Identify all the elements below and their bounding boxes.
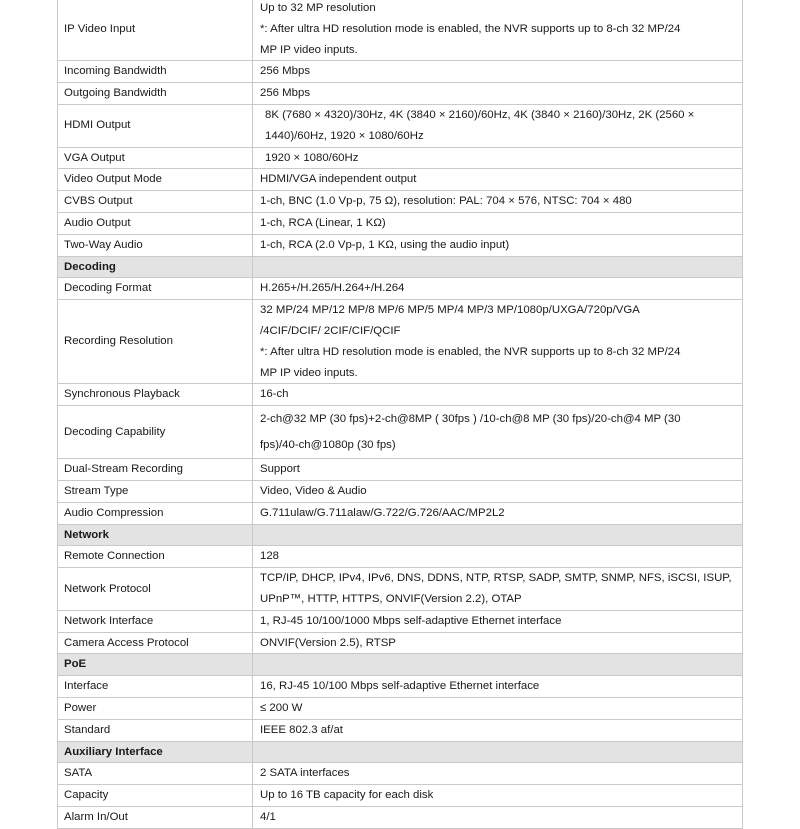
spec-label: IP Video Input — [58, 0, 253, 61]
spec-label: Audio Compression — [58, 502, 253, 524]
spec-value — [253, 0, 743, 61]
spec-label: Dual-Stream Recording — [58, 459, 253, 481]
spec-row — [58, 785, 743, 807]
spec-value — [253, 610, 743, 632]
spec-value — [253, 169, 743, 191]
spec-label: Capacity — [58, 785, 253, 807]
spec-row — [58, 169, 743, 191]
spec-label: Decoding Format — [58, 278, 253, 300]
spec-value-line: IEEE 802.3 af/at — [260, 723, 343, 736]
spec-row — [58, 104, 743, 147]
section-header-row — [58, 256, 743, 278]
spec-row — [58, 610, 743, 632]
section-header-row — [58, 524, 743, 546]
spec-value — [253, 763, 743, 785]
spec-label: Synchronous Playback — [58, 384, 253, 406]
spec-value — [253, 480, 743, 502]
spec-row — [58, 61, 743, 83]
spec-value-line: *: After ultra HD resolution mode is enabled, the NVR supports up to 8-ch 32 MP/24 — [260, 22, 681, 35]
spec-row — [58, 697, 743, 719]
spec-value-line: G.711ulaw/G.711alaw/G.722/G.726/AAC/MP2L2 — [260, 506, 505, 519]
spec-value — [253, 406, 743, 459]
spec-value — [253, 234, 743, 256]
spec-value — [253, 806, 743, 828]
spec-value — [253, 459, 743, 481]
spec-value-line: 1, RJ-45 10/100/1000 Mbps self-adaptive Ethernet interface — [260, 614, 562, 627]
spec-row — [58, 806, 743, 828]
spec-value-line: Support — [260, 463, 300, 476]
spec-value-line: fps)/40-ch@1080p (30 fps) — [260, 439, 396, 452]
spec-row — [58, 147, 743, 169]
spec-value-line: 16-ch — [260, 388, 289, 401]
spec-value — [253, 278, 743, 300]
spec-value-line: MP IP video inputs. — [260, 366, 358, 379]
spec-value-line: 8K (7680 × 4320)/30Hz, 4K (3840 × 2160)/60Hz, 4K (3840 × 2160)/30Hz, 2K (2560 × — [265, 108, 695, 121]
spec-value — [253, 147, 743, 169]
spec-label: Audio Output — [58, 212, 253, 234]
spec-label: Stream Type — [58, 480, 253, 502]
spec-value — [253, 568, 743, 611]
spec-label: Network Protocol — [58, 568, 253, 611]
spec-value-line: 128 — [260, 550, 280, 563]
section-header-row — [58, 741, 743, 763]
spec-value-line: HDMI/VGA independent output — [260, 173, 417, 186]
section-title: PoE — [58, 654, 253, 676]
spec-row — [58, 546, 743, 568]
spec-label: Outgoing Bandwidth — [58, 83, 253, 105]
spec-label: Video Output Mode — [58, 169, 253, 191]
spec-value-line: ≤ 200 W — [260, 701, 303, 714]
spec-row — [58, 719, 743, 741]
spec-label: Interface — [58, 676, 253, 698]
spec-value-line: 32 MP/24 MP/12 MP/8 MP/6 MP/5 MP/4 MP/3 MP/1080p/UXGA/720p/VGA — [260, 304, 640, 317]
spec-value — [253, 83, 743, 105]
spec-value-line: 256 Mbps — [260, 65, 311, 78]
spec-row — [58, 300, 743, 384]
spec-label: Camera Access Protocol — [58, 632, 253, 654]
spec-row — [58, 406, 743, 459]
spec-row — [58, 83, 743, 105]
spec-value-line: 16, RJ-45 10/100 Mbps self-adaptive Ethernet interface — [260, 680, 540, 693]
spec-label: Network Interface — [58, 610, 253, 632]
spec-label: SATA — [58, 763, 253, 785]
spec-value — [253, 697, 743, 719]
spec-table — [57, 0, 743, 829]
spec-value-line: Up to 16 TB capacity for each disk — [260, 789, 434, 802]
section-header-row — [58, 654, 743, 676]
section-filler — [253, 654, 743, 676]
spec-row — [58, 0, 743, 61]
spec-row — [58, 763, 743, 785]
spec-value-line: /4CIF/DCIF/ 2CIF/CIF/QCIF — [260, 324, 401, 337]
spec-row — [58, 502, 743, 524]
spec-table-body — [58, 0, 743, 828]
spec-value-line: 1-ch, RCA (2.0 Vp-p, 1 KΩ, using the audio input) — [260, 238, 510, 251]
spec-row — [58, 459, 743, 481]
spec-row — [58, 632, 743, 654]
spec-label: Two-Way Audio — [58, 234, 253, 256]
spec-label: Recording Resolution — [58, 300, 253, 384]
spec-value — [253, 300, 743, 384]
spec-value-line: 1440)/60Hz, 1920 × 1080/60Hz — [265, 129, 424, 142]
section-title: Auxiliary Interface — [58, 741, 253, 763]
spec-value-line: 2-ch@32 MP (30 fps)+2-ch@8MP ( 30fps ) /10-ch@8 MP (30 fps)/20-ch@4 MP (30 — [260, 413, 681, 426]
spec-value — [253, 191, 743, 213]
spec-row — [58, 212, 743, 234]
section-filler — [253, 256, 743, 278]
spec-label: CVBS Output — [58, 191, 253, 213]
spec-label: Alarm In/Out — [58, 806, 253, 828]
spec-value-line: 1920 × 1080/60Hz — [265, 151, 359, 164]
spec-value — [253, 212, 743, 234]
spec-row — [58, 234, 743, 256]
spec-row — [58, 676, 743, 698]
spec-value — [253, 502, 743, 524]
spec-value — [253, 384, 743, 406]
spec-value-line: 256 Mbps — [260, 87, 311, 100]
spec-value-line: *: After ultra HD resolution mode is enabled, the NVR supports up to 8-ch 32 MP/24 — [260, 345, 681, 358]
spec-label: Incoming Bandwidth — [58, 61, 253, 83]
spec-label: Standard — [58, 719, 253, 741]
spec-value-line: 2 SATA interfaces — [260, 767, 350, 780]
spec-value-line: ONVIF(Version 2.5), RTSP — [260, 636, 396, 649]
spec-value-line: 4/1 — [260, 810, 276, 823]
spec-value — [253, 676, 743, 698]
spec-value — [253, 104, 743, 147]
spec-row — [58, 278, 743, 300]
spec-value-line: Up to 32 MP resolution — [260, 2, 376, 14]
spec-row — [58, 568, 743, 611]
spec-value-line: TCP/IP, DHCP, IPv4, IPv6, DNS, DDNS, NTP, RTSP, SADP, SMTP, SNMP, NFS, iSCSI, ISUP, — [260, 572, 732, 585]
spec-label: HDMI Output — [58, 104, 253, 147]
spec-row — [58, 191, 743, 213]
spec-label: Decoding Capability — [58, 406, 253, 459]
spec-value — [253, 785, 743, 807]
spec-label: Remote Connection — [58, 546, 253, 568]
spec-value — [253, 61, 743, 83]
spec-value-line: UPnP™, HTTP, HTTPS, ONVIF(Version 2.2), OTAP — [260, 592, 522, 605]
spec-value-line: MP IP video inputs. — [260, 43, 358, 56]
spec-value-line: Video, Video & Audio — [260, 484, 367, 497]
spec-value — [253, 719, 743, 741]
section-filler — [253, 524, 743, 546]
spec-value — [253, 632, 743, 654]
section-filler — [253, 741, 743, 763]
spec-value-line: 1-ch, RCA (Linear, 1 KΩ) — [260, 216, 386, 229]
spec-value — [253, 546, 743, 568]
section-title: Decoding — [58, 256, 253, 278]
spec-value-line: 1-ch, BNC (1.0 Vp-p, 75 Ω), resolution: PAL: 704 × 576, NTSC: 704 × 480 — [260, 195, 632, 208]
spec-label: VGA Output — [58, 147, 253, 169]
section-title: Network — [58, 524, 253, 546]
spec-row — [58, 480, 743, 502]
spec-label: Power — [58, 697, 253, 719]
spec-row — [58, 384, 743, 406]
spec-value-line: H.265+/H.265/H.264+/H.264 — [260, 282, 405, 295]
